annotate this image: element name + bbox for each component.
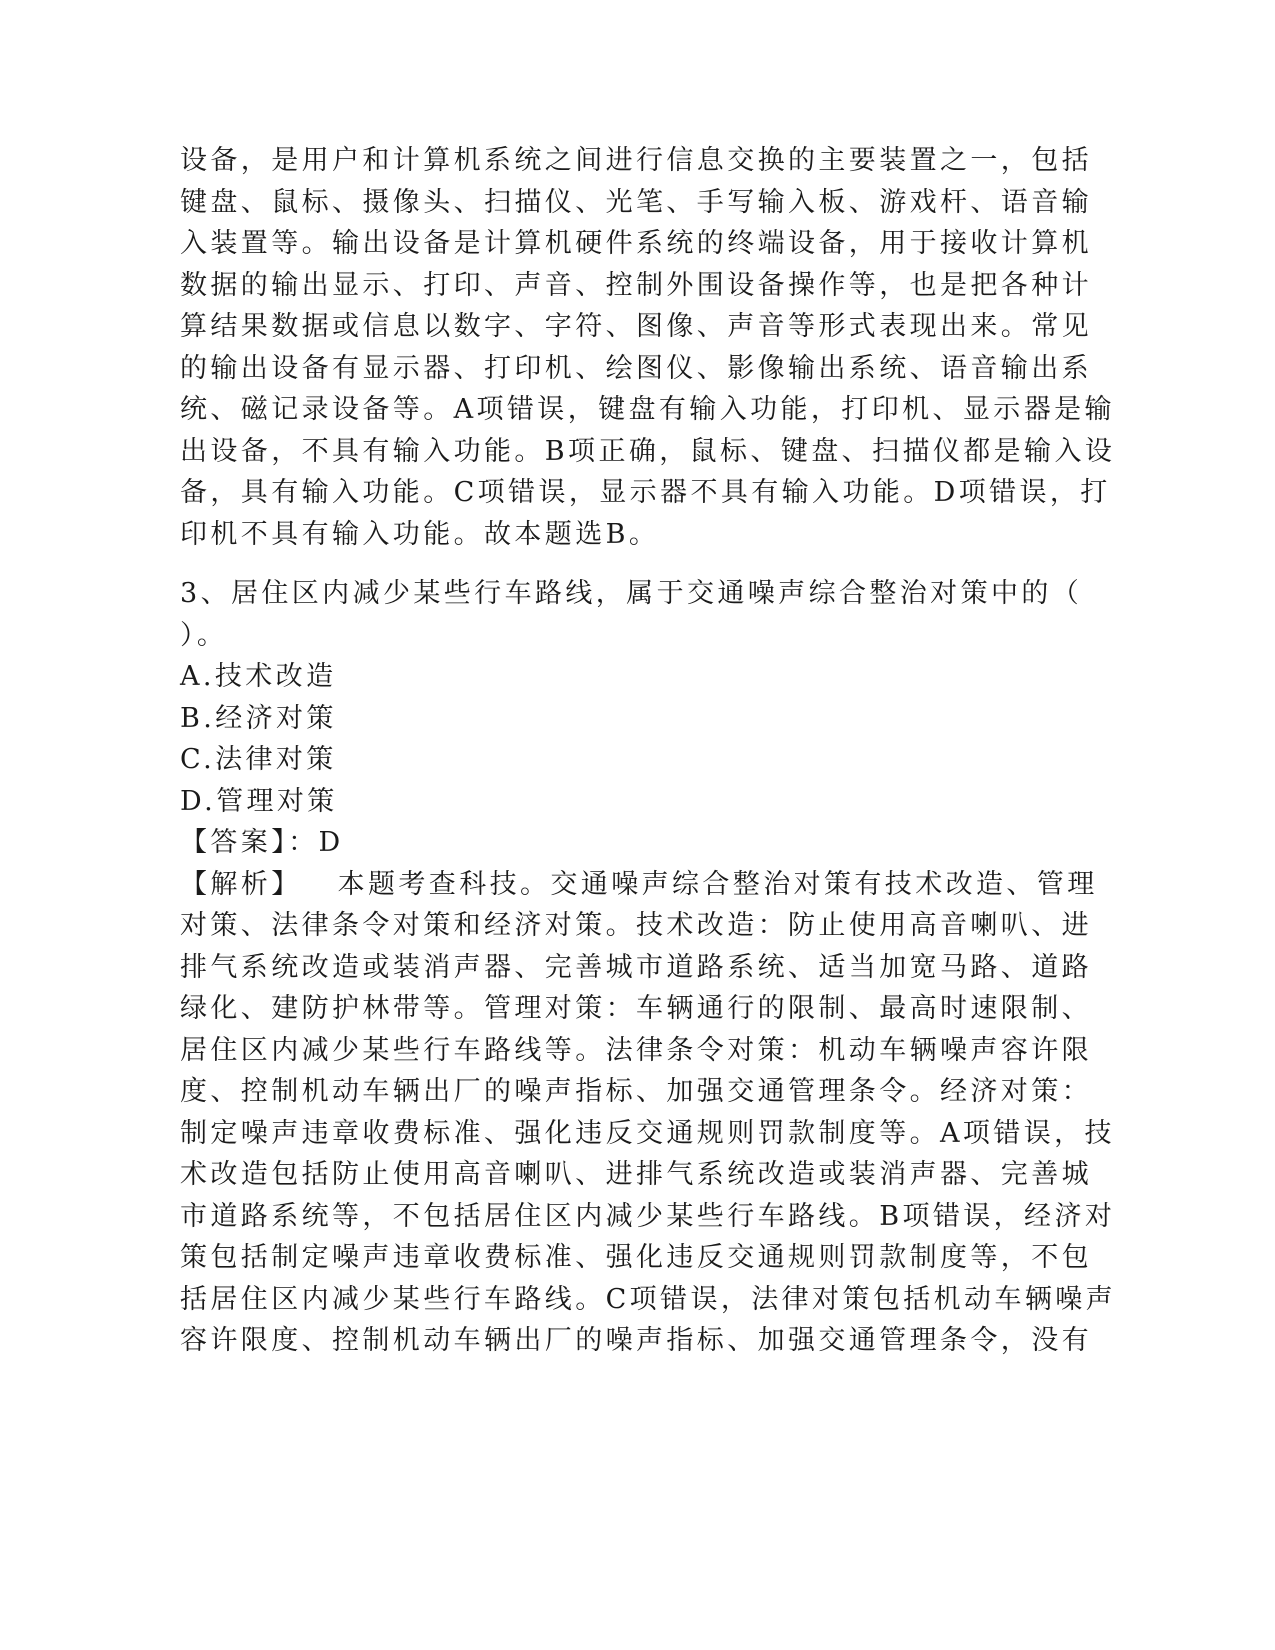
analysis-line: 对策、法律条令对策和经济对策。技术改造：防止使用高音喇叭、进 — [180, 910, 1092, 941]
question-stem-cont: ）。 — [180, 619, 228, 651]
analysis-line: 策包括制定噪声违章收费标准、强化违反交通规则罚款制度等，不包 — [180, 1242, 1092, 1273]
option-a: A.技术改造 — [180, 661, 337, 692]
analysis-line: 市道路系统等，不包括居住区内减少某些行车路线。B项错误，经济对 — [180, 1200, 1116, 1232]
analysis-text: 本题考查科技。交通噪声综合整治对策有技术改造、管理 — [337, 868, 1098, 900]
question-stem: 3、居住区内减少某些行车路线，属于交通噪声综合整治对策中的（ — [180, 578, 1083, 609]
analysis-line: 排气系统改造或装消声器、完善城市道路系统、适当加宽马路、道路 — [180, 951, 1092, 983]
option-c: C.法律对策 — [180, 744, 337, 775]
text-line: 统、磁记录设备等。A项错误，键盘有输入功能，打印机、显示器是输 — [180, 394, 1115, 425]
text-line: 备，具有输入功能。C项错误，显示器不具有输入功能。D项错误，打 — [180, 477, 1111, 508]
analysis-line: 制定噪声违章收费标准、强化违反交通规则罚款制度等。A项错误，技 — [180, 1117, 1115, 1149]
answer-value: ：D — [288, 827, 344, 858]
text-line: 的输出设备有显示器、打印机、绘图仪、影像输出系统、语音输出系 — [180, 352, 1092, 384]
text-line: 键盘、鼠标、摄像头、扫描仪、光笔、手写输入板、游戏杆、语音输 — [180, 186, 1092, 218]
text-line: 设备，是用户和计算机系统之间进行信息交换的主要装置之一，包括 — [180, 145, 1092, 176]
text-line: 算结果数据或信息以数字、字符、图像、声音等形式表现出来。常见 — [180, 311, 1092, 342]
answer-label: 【答案】 — [180, 827, 289, 858]
analysis-line: 绿化、建防护林带等。管理对策：车辆通行的限制、最高时速限制、 — [180, 993, 1092, 1024]
analysis-line: 居住区内减少某些行车路线等。法律条令对策：机动车辆噪声容许限 — [180, 1034, 1092, 1066]
answer-line — [180, 822, 1060, 864]
text-line: 印机不具有输入功能。故本题选B。 — [180, 518, 660, 550]
option-b: B.经济对策 — [180, 702, 337, 734]
previous-explanation — [180, 140, 1116, 555]
option-d: D.管理对策 — [180, 785, 338, 817]
analysis-first-line — [180, 864, 1098, 906]
analysis-line: 度、控制机动车辆出厂的噪声指标、加强交通管理条令。经济对策： — [180, 1076, 1092, 1107]
text-line: 出设备，不具有输入功能。B项正确，鼠标、键盘、扫描仪都是输入设 — [180, 435, 1116, 467]
analysis-line: 术改造包括防止使用高音喇叭、进排气系统改造或装消声器、完善城 — [180, 1159, 1092, 1190]
analysis-line: 容许限度、控制机动车辆出厂的噪声指标、加强交通管理条令，没有 — [180, 1325, 1092, 1356]
analysis-label: 【解析】 — [180, 868, 302, 900]
analysis-line: 括居住区内减少某些行车路线。C项错误，法律对策包括机动车辆噪声 — [180, 1283, 1117, 1315]
text-line: 数据的输出显示、打印、声音、控制外围设备操作等，也是把各种计 — [180, 269, 1092, 301]
text-line: 入装置等。输出设备是计算机硬件系统的终端设备，用于接收计算机 — [180, 228, 1092, 259]
question-3 — [180, 573, 1117, 1362]
